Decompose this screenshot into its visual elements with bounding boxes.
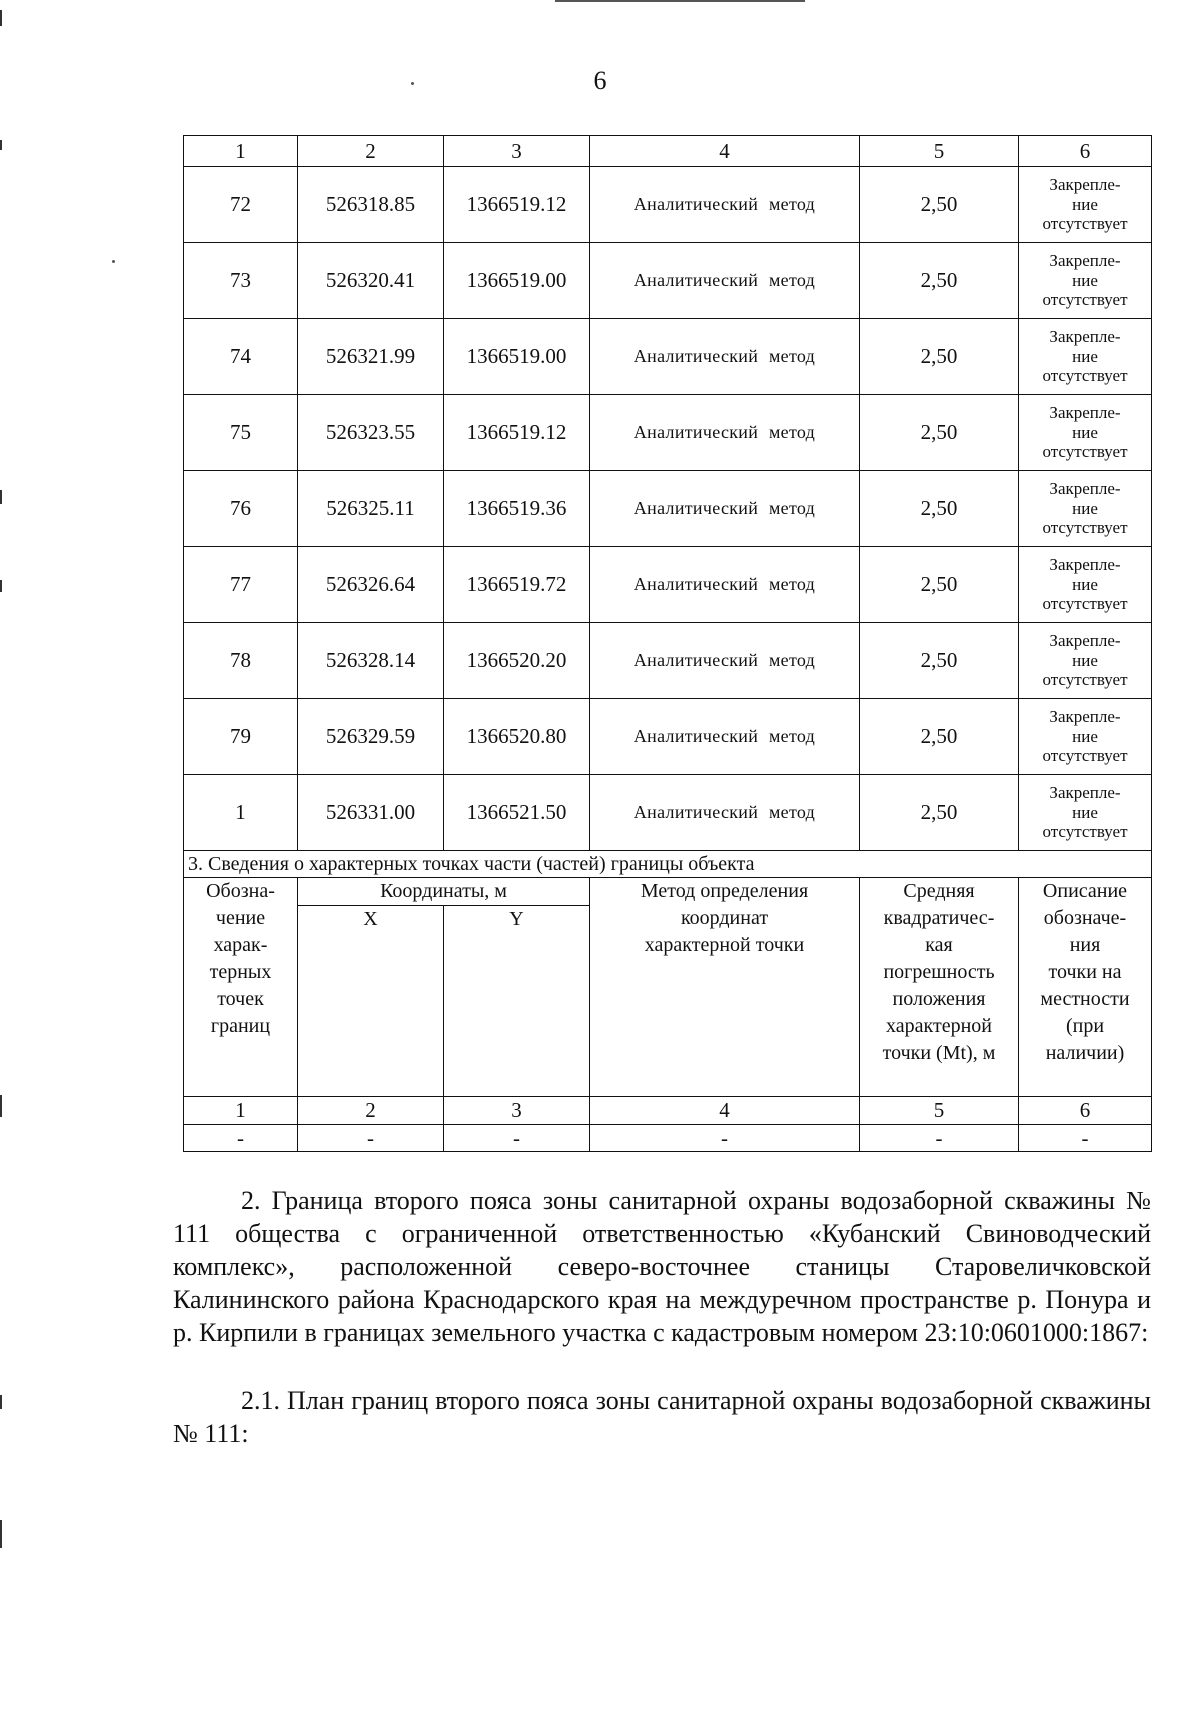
point-cell: 73 [184,243,298,319]
method-cell: Аналитический метод [590,395,860,471]
fixation-line: отсутствует [1042,290,1128,310]
empty-cell: - [184,1125,298,1152]
error-cell: 2,50 [860,471,1019,547]
method-cell: Аналитический метод [590,319,860,395]
paragraph-2 [173,1184,1151,1349]
fixation-cell [1019,547,1152,623]
fixation-line: Закрепле- [1049,327,1121,347]
x-coordinate-cell: 526328.14 [298,623,444,699]
column-number: 2 [298,1097,444,1125]
method-cell: Аналитический метод [590,775,860,851]
method-cell: Аналитический метод [590,471,860,547]
method-cell: Аналитический метод [590,623,860,699]
header-x: X [298,906,444,1097]
table-body [184,136,1152,1152]
point-cell: 75 [184,395,298,471]
paragraph-2-text: 2. Граница второго пояса зоны санитарной охраны водозаборной скважины № 111 общества с ограниченной ответственностью «Кубанский Свиноводческий комплекс», расположенной северо-восточнее станицы Старовеличковской Калининского района Краснодарского края на междуречном пространстве р. Понура и р. Кирпили в границах земельного участка с кадастровым номером 23:10:0601000:1867: [173,1186,1151,1347]
fixation-cell [1019,623,1152,699]
y-coordinate-cell: 1366519.36 [444,471,590,547]
section-title-row [184,851,1152,878]
point-cell: 76 [184,471,298,547]
fixation-line: ние [1072,498,1098,518]
scan-margin-mark [0,1095,2,1117]
header-description: Описание обозначе- ния точки на местности (при наличии) [1019,878,1152,1097]
table-row [184,471,1152,547]
fixation-line: ние [1072,726,1098,746]
y-coordinate-cell: 1366519.12 [444,167,590,243]
column-number: 3 [444,136,590,167]
boundary-points-table [183,135,1152,1152]
column-number: 1 [184,1097,298,1125]
paragraph-2-1-text: 2.1. План границ второго пояса зоны санитарной охраны водозаборной скважины № 111: [173,1386,1151,1448]
table-row [184,547,1152,623]
column-number: 4 [590,1097,860,1125]
fixation-line: Закрепле- [1049,555,1121,575]
table-row [184,167,1152,243]
y-coordinate-cell: 1366519.12 [444,395,590,471]
error-cell: 2,50 [860,319,1019,395]
error-cell: 2,50 [860,243,1019,319]
error-cell: 2,50 [860,395,1019,471]
header-coordinates: Координаты, м [298,878,590,906]
fixation-line: Закрепле- [1049,631,1121,651]
scan-margin-mark [0,490,2,504]
y-coordinate-cell: 1366520.80 [444,699,590,775]
error-cell: 2,50 [860,167,1019,243]
fixation-line: отсутствует [1042,214,1128,234]
method-cell: Аналитический метод [590,167,860,243]
fixation-line: ние [1072,346,1098,366]
point-cell: 74 [184,319,298,395]
fixation-line: ние [1072,650,1098,670]
empty-cell: - [860,1125,1019,1152]
y-coordinate-cell: 1366519.72 [444,547,590,623]
table-row [184,319,1152,395]
table-row [184,395,1152,471]
fixation-line: отсутствует [1042,594,1128,614]
error-cell: 2,50 [860,775,1019,851]
point-cell: 79 [184,699,298,775]
x-coordinate-cell: 526323.55 [298,395,444,471]
y-coordinate-cell: 1366520.20 [444,623,590,699]
column-number: 3 [444,1097,590,1125]
scan-dot [112,260,115,263]
table-row [184,243,1152,319]
y-coordinate-cell: 1366519.00 [444,319,590,395]
point-cell: 72 [184,167,298,243]
column-number: 5 [860,136,1019,167]
scan-artifact-top-line [555,0,805,2]
header-designation: Обозна- чение харак- терных точек границ [184,878,298,1097]
section-title: 3. Сведения о характерных точках части (частей) границы объекта [184,851,1152,878]
error-cell: 2,50 [860,547,1019,623]
column-number: 1 [184,136,298,167]
column-number-row [184,136,1152,167]
scan-margin-mark [0,580,2,592]
fixation-cell [1019,471,1152,547]
fixation-line: Закрепле- [1049,783,1121,803]
x-coordinate-cell: 526318.85 [298,167,444,243]
empty-cell: - [590,1125,860,1152]
fixation-line: Закрепле- [1049,403,1121,423]
x-coordinate-cell: 526329.59 [298,699,444,775]
table-row [184,699,1152,775]
method-cell: Аналитический метод [590,243,860,319]
method-cell: Аналитический метод [590,699,860,775]
y-coordinate-cell: 1366521.50 [444,775,590,851]
x-coordinate-cell: 526320.41 [298,243,444,319]
fixation-line: отсутствует [1042,366,1128,386]
point-cell: 1 [184,775,298,851]
method-cell: Аналитический метод [590,547,860,623]
header-error: Средняя квадратичес- кая погрешность положения характерной точки (Mt), м [860,878,1019,1097]
error-cell: 2,50 [860,623,1019,699]
scan-margin-mark [0,1520,2,1548]
fixation-cell [1019,319,1152,395]
fixation-line: Закрепле- [1049,175,1121,195]
scan-margin-mark [0,1395,2,1409]
fixation-line: ние [1072,574,1098,594]
column-number: 2 [298,136,444,167]
fixation-line: ние [1072,802,1098,822]
section-empty-row [184,1125,1152,1152]
section-header-row [184,878,1152,906]
table-row [184,623,1152,699]
fixation-line: Закрепле- [1049,479,1121,499]
empty-cell: - [1019,1125,1152,1152]
x-coordinate-cell: 526321.99 [298,319,444,395]
x-coordinate-cell: 526331.00 [298,775,444,851]
paragraph-2-1 [173,1384,1151,1450]
scan-margin-mark [0,10,2,26]
point-cell: 77 [184,547,298,623]
x-coordinate-cell: 526326.64 [298,547,444,623]
scan-margin-mark [0,140,2,150]
empty-cell: - [298,1125,444,1152]
error-cell: 2,50 [860,699,1019,775]
fixation-cell [1019,775,1152,851]
column-number: 6 [1019,1097,1152,1125]
fixation-line: ние [1072,194,1098,214]
fixation-cell [1019,243,1152,319]
fixation-line: Закрепле- [1049,707,1121,727]
fixation-line: отсутствует [1042,442,1128,462]
header-y: Y [444,906,590,1097]
fixation-line: отсутствует [1042,670,1128,690]
fixation-cell [1019,699,1152,775]
column-number: 4 [590,136,860,167]
empty-cell: - [444,1125,590,1152]
fixation-line: отсутствует [1042,518,1128,538]
header-method: Метод определения координат характерной точки [590,878,860,1097]
fixation-cell [1019,395,1152,471]
column-number: 6 [1019,136,1152,167]
fixation-line: ние [1072,270,1098,290]
column-number: 5 [860,1097,1019,1125]
fixation-line: отсутствует [1042,746,1128,766]
point-cell: 78 [184,623,298,699]
table-row [184,775,1152,851]
fixation-line: отсутствует [1042,822,1128,842]
fixation-line: Закрепле- [1049,251,1121,271]
fixation-cell [1019,167,1152,243]
page-number: 6 [593,66,607,95]
y-coordinate-cell: 1366519.00 [444,243,590,319]
fixation-line: ние [1072,422,1098,442]
x-coordinate-cell: 526325.11 [298,471,444,547]
section-column-number-row [184,1097,1152,1125]
